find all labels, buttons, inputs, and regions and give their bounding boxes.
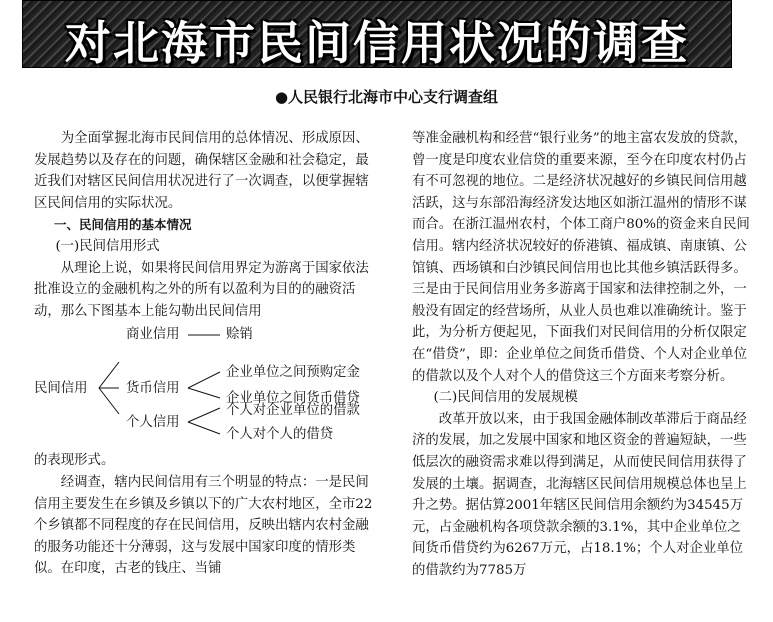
- diagram-currency-item: 企业单位之间预购定金: [226, 365, 360, 381]
- connector-line: [188, 388, 220, 398]
- connector-line: [188, 422, 220, 434]
- subsection-heading: (二)民间信用的发展规模: [433, 390, 578, 406]
- intro-paragraph: 为全面掌握北海市民间信用的总体情况、形成原因、发展趋势以及存在的问题，确保辖区金融和社会稳定，最近我们对辖区民间信用状况进行了一次调查，以便掌握辖区民间信用的实际状况。: [34, 131, 369, 211]
- right-column: [412, 128, 752, 581]
- diagram-root: 民间信用: [34, 381, 88, 397]
- section-heading: 一、民间信用的基本情况: [54, 217, 192, 233]
- credit-forms-diagram: [34, 322, 380, 450]
- title-banner: [22, 0, 732, 68]
- connector-line: [99, 362, 119, 388]
- body-paragraph: 改革开放以来，由于我国金融体制改革滞后于商品经济的发展，加之发展中国家和地区资金的普遍短缺，一些低层次的融资需求难以得到满足，从而使民间信用获得了发展的土壤。据调查，北海辖区民间信用规模总体也呈上升之势。据估算2001年辖区民间信用余额约为34545万元，占金融机构各项贷款余额的3.1%，其中企业单位之间货币借贷约为6267万元，占18.1%；个人对企业单位的借款约为7785万: [412, 411, 747, 578]
- connector-line: [99, 388, 119, 414]
- diagram-personal-item: 个人对个人的借贷: [226, 427, 334, 443]
- diagram-currency-item: 企业单位之间货币借贷: [226, 391, 360, 407]
- subsection-heading: (一)民间信用形式: [55, 238, 160, 254]
- body-paragraph: 等准金融机构和经营“银行业务”的地主富农发放的贷款，曾一度是印度农业信贷的重要来源，至今在印度农村仍占有不可忽视的地位。二是经济状况越好的乡镇民间信用越活跃，这与东部沿海经济发达地区如浙江温州的情形不谋而合。在浙江温州农村，个体工商户80%的资金来自民间信用。辖内经济状况较好的侨港镇、福成镇、南康镇、公馆镇、西场镇和白沙镇民间信用也比其他乡镇活跃得多。三是由于民间信用业务多游离于国家和法律控制之外，一般没有固定的经营场所，从业人员也难以准确统计。鉴于此，为分析方便起见，下面我们对民间信用的分析仅限定在“借贷”，即：企业单位之间货币借贷、个人对企业单位的借款以及个人对个人的借贷这三个方面来考察分析。: [412, 131, 750, 384]
- body-paragraph: 的表现形式。: [34, 453, 115, 469]
- article-author: ●人民银行北海市中心支行调查组: [274, 88, 499, 106]
- diagram-commercial-item: 赊销: [226, 327, 253, 343]
- article-title: 对北海市民间信用状况的调查: [65, 16, 689, 68]
- diagram-commercial: 商业信用: [126, 327, 180, 343]
- body-paragraph: 经调查，辖内民间信用有三个明显的特点：一是民间信用主要发生在乡镇及乡镇以下的广大农村地区，全市22个乡镇都不同程度的存在民间信用，反映出辖内农村金融的服务功能还十分薄弱，这与发展中国家印度的情形类似。在印度，古老的钱庄、当铺: [34, 474, 373, 577]
- diagram-personal: 个人信用: [126, 415, 180, 431]
- diagram-personal-item: 个人对企业单位的借款: [226, 403, 360, 419]
- diagram-currency: 货币信用: [126, 381, 180, 397]
- left-column: [34, 128, 380, 580]
- connector-line: [188, 372, 220, 388]
- body-paragraph: 从理论上说，如果将民间信用界定为游离于国家依法批准设立的金融机构之外的所有以盈利为目的的融资活动，那么下图基本上能勾勒出民间信用: [34, 260, 369, 319]
- connector-line: [188, 408, 220, 422]
